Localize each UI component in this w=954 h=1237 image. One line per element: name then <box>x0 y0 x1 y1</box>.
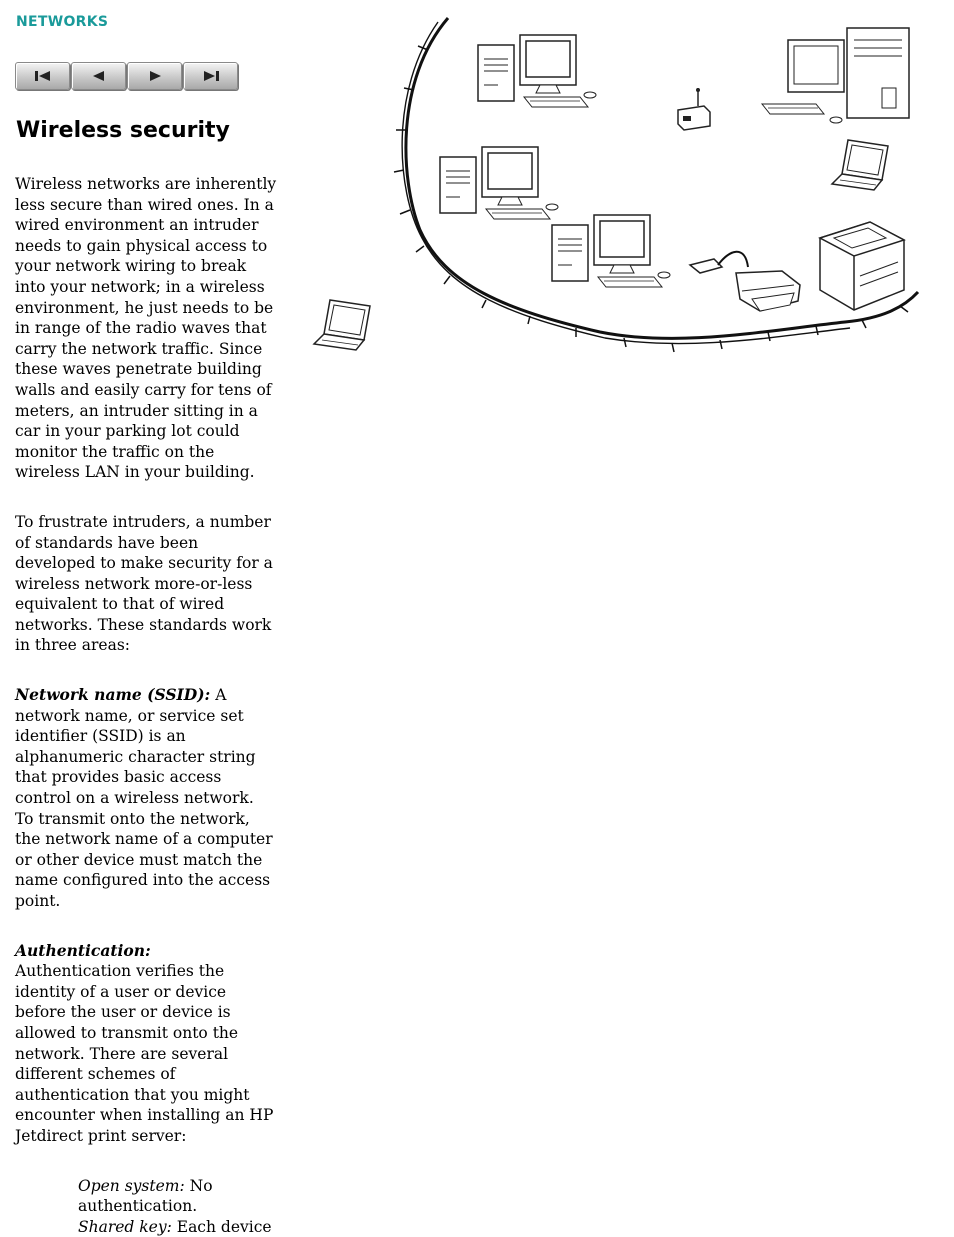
last-page-button[interactable] <box>183 62 238 90</box>
authentication-schemes-list <box>15 1176 277 1237</box>
next-page-icon <box>142 68 168 84</box>
last-page-icon <box>198 68 224 84</box>
page-title: Wireless security <box>16 118 230 143</box>
authentication-paragraph <box>15 941 277 1147</box>
shared-key-text: Each device <box>171 1217 272 1236</box>
previous-page-button[interactable] <box>71 62 126 90</box>
article-body <box>15 174 277 1237</box>
open-system-item <box>78 1176 277 1217</box>
open-system-term: Open system: <box>78 1176 185 1195</box>
open-system-text: No authentication. <box>78 1176 213 1216</box>
standards-paragraph: To frustrate intruders, a number of standards have been developed to make security for a wireless network more-or-less equivalent to that of wired networks. These standards work in three areas: <box>15 512 273 655</box>
page-navigation <box>15 62 238 90</box>
first-page-button[interactable] <box>15 62 70 90</box>
wireless-network-illustration <box>300 10 925 370</box>
first-page-icon <box>30 68 56 84</box>
authentication-term: Authentication: <box>15 940 151 960</box>
shared-key-term: Shared key: <box>78 1217 172 1236</box>
ssid-term: Network name (SSID): <box>15 685 211 705</box>
ssid-paragraph <box>15 685 277 912</box>
ssid-text: A network name, or service set identifier (SSID) is an alphanumeric character string that provides basic access control on a wireless network. To transmit onto the network, the network name of a computer or other device must match the name configured into the access point. <box>15 686 273 910</box>
section-label: NETWORKS <box>16 14 109 30</box>
intro-paragraph: Wireless networks are inherently less secure than wired ones. In a wired environment an intruder needs to gain physical access to your network wiring to break into your network; in a wireless environment, he just needs to be in range of the radio waves that carry the network traffic. Since these waves penetrate building walls and easily carry for tens of meters, an intruder sitting in a car in your parking lot could monitor the traffic on the wireless LAN in your building. <box>15 175 277 482</box>
previous-page-icon <box>86 68 112 84</box>
next-page-button[interactable] <box>127 62 182 90</box>
authentication-text: Authentication verifies the identity of a user or device before the user or device is allowed to transmit onto the network. There are several different schemes of authentication that you might encounter when installing an HP Jetdirect print server: <box>15 962 274 1145</box>
shared-key-item <box>78 1217 277 1237</box>
